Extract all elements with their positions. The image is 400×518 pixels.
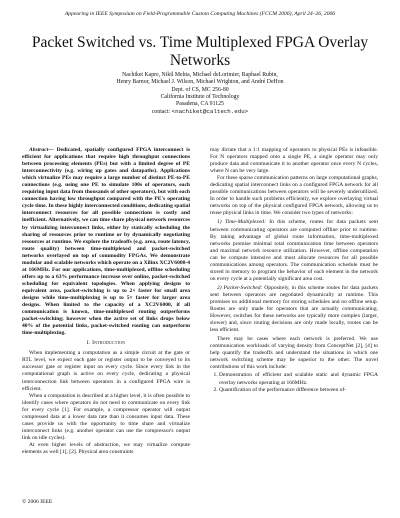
venue-line: Appearing in IEEE Symposium on Field-Programmable Custom Computing Machines (FCCM 2006), April 24–26, 2006 [64, 11, 336, 17]
network-type-text: In this scheme, routes for data packets sent between communicating operators are computed offline prior to runtime. By taking advantage of global route information, time-multiplexed networks promise minimal total communication time between operators and maximal network resource utilization. However, offline computation can be compute intensive and must allocate resources for all possible communications among operators. The communication schedule must be stored in memory to program the behavior of each element in the network on every cycle at a potentially significant area cost. [210, 219, 378, 282]
abstract-label: Abstract [29, 147, 49, 153]
department: Dept. of CS, MC 256-80 [171, 86, 229, 93]
body-paragraph: There may be cases where each network is preferred. We use communication workloads of varying density from ConceptNet [2], [4] to help quantify the tradeoffs and understand the situations in which one network switching scheme may be superior to the other. The novel contributions of this work include: [210, 336, 378, 371]
abstract-text: — Dedicated, spatially configured FPGA interconnect is efficient for applications that require high throughput connections between processing elements (PEs) but with a limited degree of PE interconnectivity (e.g. wiring up gates and datapaths). Applications which virtualize PEs may require a large number of distinct PE-to-PE connections (e.g. using one PE to simulate 100s of operators, each requiring input data from thousands of other operators), but with each connection having low throughput compared with the PE's operating cycle time. In these highly interconnected conditions, dedicating spatial interconnect resources for all possible connections is costly and inefficient. Alternatively, we can time share physical network resources by virtualizing interconnect links, either by statically scheduling the sharing of resources prior to runtime or by dynamically negotiating resources at runtime. We explore the tradeoffs (e.g. area, route latency, route quality) between time-multiplexed and packet-switched networks overlayed on top of commodity FPGAs. We demonstrate modular and scalable networks which operate on a Xilinx XC2V6000-4 at 166MHz. For our applications, time-multiplexed, offline scheduling offers up to a 63% performance increase over online, packet-switched scheduling for equivalent topologies. When applying designs to equivalent area, packet-switching is up to 2× faster for small area designs while time-multiplexing is up to 5× faster for larger area designs. When limited to the capacity of a XC2V6000, if all communication is known, time-multiplexed routing outperforms packet-switching; however when the active set of links drops below 40% of the potential links, packet-switched routing can outperform time-multiplexing. [22, 147, 191, 337]
author-block [60, 72, 340, 117]
abstract [22, 147, 190, 337]
body-paragraph: At even higher levels of abstraction, we may virtualize compute elements as well [1], [2]. Physical area constraints [22, 441, 190, 455]
right-column [210, 147, 378, 394]
section-heading: I. Introduction [86, 340, 126, 347]
paper-title: Packet Switched vs. Time Multiplexed FPGA Overlay Networks [31, 34, 369, 69]
body-paragraph: For these sparse communication patterns on large computational graphs, dedicating spatial interconnect links on a configured FPGA network for all possible communications between operators will be severely underutilized. In order to handle such problems efficiently, we explore overlaying virtual networks on top of the physical configured FPGA network, allowing us to reuse physical links in time. We consider two types of networks: [210, 175, 378, 217]
network-type-item [210, 219, 378, 282]
author-line: Henry Barnor, Michael J. Wilson, Michael Wrighton, and André DeHon [116, 79, 284, 86]
body-paragraph: When a computation is described at a higher level, it is often possible to identify cases where operators do not need to communicate on every link for every cycle [1]. For example, a compressor operator will output compressed data at a lower data rate than it consumes input data. These cases provide us with the opportunity to time share and virtualize interconnect links (e.g. another operator can use the compressor's output link on idle cycles). [22, 392, 190, 441]
contact [60, 108, 340, 116]
contact-email[interactable]: <nachiket@caltech.edu> [171, 108, 249, 116]
copyright-notice: © 2006 IEEE [22, 499, 53, 505]
network-type-label: 2) Packet-Switched: [217, 284, 263, 291]
contribution-list [210, 372, 378, 393]
network-type-text: Oppositely, in this scheme routes for data packets sent between operators are negotiated dynamically at runtime. This promises no additional memory for storing schedules and no offline setup. Routes are only made for operators that are actually communicating. However, switches for these networks are typically more complex (larger, slower) and, since routing decisions are only made locally, routes can be less efficient. [210, 284, 378, 334]
contact-label: contact: [151, 109, 172, 116]
author-line: Nachiket Kapre, Nikil Mehta, Michael deLorimier, Raphael Rubin, [122, 72, 278, 78]
city: Pasadena, CA 91125 [176, 101, 224, 108]
network-type-label: 1) Time-Multiplexed: [217, 219, 266, 226]
network-type-item [210, 285, 378, 334]
body-paragraph: may dictate that a 1:1 mapping of operators to physical PEs is infeasible. For N operators mapped onto a single PE, a single operator may only produce data and communicate it to another operator once every N cycles, where N can be very large. [210, 147, 378, 175]
left-column [22, 147, 190, 456]
contribution-item: 1. Demonstration of efficient and scalable static and dynamic FPGA overlay networks operating at 166MHz. [219, 372, 378, 386]
contribution-item: 2. Quantification of the performance difference between of- [219, 387, 378, 394]
institution: California Institute of Technology [160, 93, 240, 100]
body-paragraph: When implementing a computation as a simple circuit at the gate or RTL level, we expect each gate or register output to be conveyed to its successor gate or register input on every cycle. Since every link in the computational graph is active on every cycle, dedicating a physical interconnection link between operators in a configured FPGA wire is efficient. [22, 350, 190, 392]
